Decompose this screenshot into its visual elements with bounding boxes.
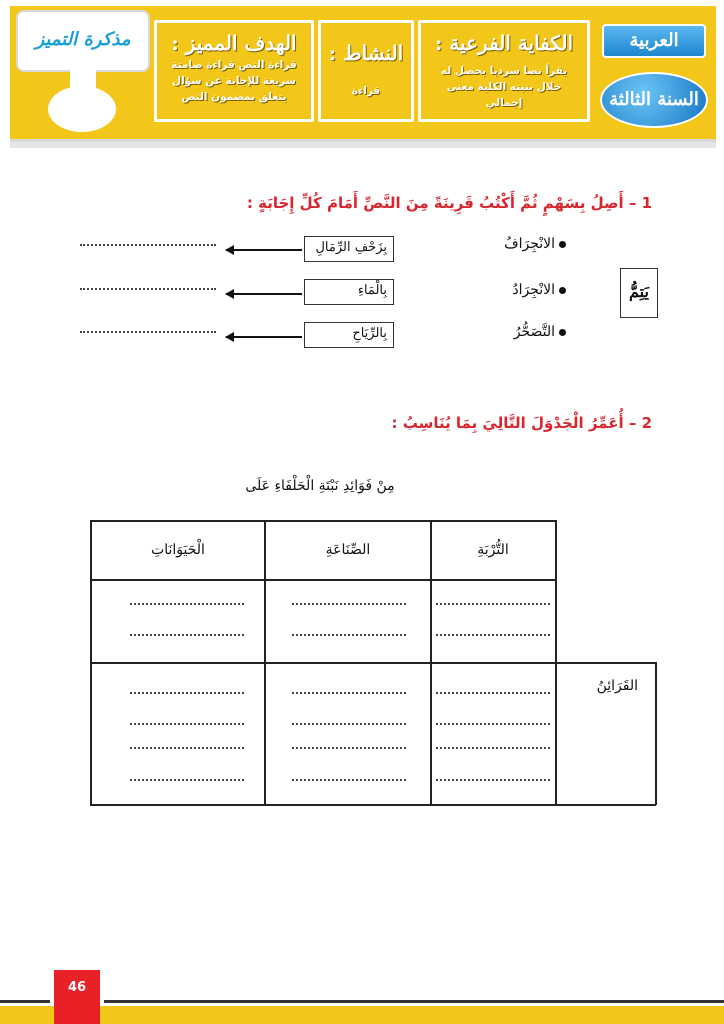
table-dotline[interactable] — [436, 692, 550, 694]
brand-logo-text: مذكرة التميز — [35, 29, 131, 50]
column-header-soil: التُّرْبَةِ — [477, 542, 509, 558]
table-dotline[interactable] — [292, 692, 406, 694]
page-number: 46 — [54, 970, 100, 1024]
footer-bar — [0, 1006, 724, 1024]
column-header-industry: الصِّنَاعَةِ — [325, 542, 371, 558]
table-dotline[interactable] — [130, 747, 244, 749]
answer-line-3[interactable] — [80, 331, 216, 333]
answer-box-1: بِزَحْفِ الرِّمَالِ — [304, 236, 394, 262]
arrow-icon — [226, 293, 302, 295]
arrow-icon — [226, 336, 302, 338]
answer-line-2[interactable] — [80, 288, 216, 290]
term-row-2 — [482, 282, 566, 298]
bullet-icon — [559, 329, 566, 336]
table-dotline[interactable] — [130, 634, 244, 636]
row-label-evidence: القَرَائِنُ — [596, 678, 638, 694]
table-border — [264, 520, 266, 805]
table-border — [90, 520, 92, 805]
table-dotline[interactable] — [130, 723, 244, 725]
answer-line-1[interactable] — [80, 244, 216, 246]
table-dotline[interactable] — [130, 603, 244, 605]
table-dotline[interactable] — [436, 723, 550, 725]
exercise2-title: 2 – أُعَمِّرُ الْجَدْوَلَ التَّالِيَ بِمَا يُنَاسِبُ : — [391, 414, 652, 432]
term-label: التَّصَحُّرُ — [513, 324, 555, 340]
table-border — [430, 520, 432, 805]
footer-rule-left — [0, 1000, 50, 1003]
goal-text: قراءة النص قراءة صامتة سريعة للإجابة عن سؤال يتعلق بمضمون النص — [171, 59, 297, 103]
competence-text: يقرأ نصا سرديا يحصل له خلال بنيته الكلية معنى إجمالي — [440, 65, 568, 109]
table-dotline[interactable] — [436, 747, 550, 749]
activity-title: النشاط : — [328, 41, 404, 65]
competence-box — [418, 20, 590, 122]
table-dotline[interactable] — [436, 779, 550, 781]
footer-rule-right — [104, 1000, 724, 1003]
column-header-animals: الْحَيَوَانَاتِ — [151, 542, 205, 558]
term-label: الانْجِرَادُ — [512, 282, 555, 298]
table-dotline[interactable] — [436, 603, 550, 605]
activity-box — [318, 20, 414, 122]
term-row-3 — [482, 324, 566, 340]
verb-box: يَتِمُّ — [620, 268, 658, 318]
table-caption: مِنْ فَوَائِدِ نَبْتَةِ الْحَلْفَاءِ عَلَى — [245, 478, 395, 494]
answer-box-2: بِالْمَاءِ — [304, 279, 394, 305]
exercise1-title: 1 – أَصِلُ بِسَهْمٍ ثُمَّ أَكْتُبُ قَرِينَةً مِنَ النَّصِّ أَمَامَ كُلِّ إِجَابَةٍ : — [246, 194, 652, 212]
brand-logo — [18, 12, 148, 70]
competence-title: الكفاية الفرعية : — [435, 31, 573, 55]
table-border — [655, 662, 657, 805]
grade-badge: السنة الثالثة — [600, 72, 708, 128]
bullet-icon — [559, 287, 566, 294]
table-border — [90, 520, 556, 522]
table-border — [90, 579, 556, 581]
table-dotline[interactable] — [292, 723, 406, 725]
table-dotline[interactable] — [292, 747, 406, 749]
answer-box-3: بِالرِّيَاحِ — [304, 322, 394, 348]
table-border — [90, 804, 656, 806]
goal-title: الهدف المميز : — [171, 31, 297, 55]
table-dotline[interactable] — [436, 634, 550, 636]
table-border — [90, 662, 656, 664]
table-dotline[interactable] — [130, 779, 244, 781]
subject-badge: العربية — [602, 24, 706, 58]
term-label: الانْجِرَافُ — [504, 236, 555, 252]
goal-box — [154, 20, 314, 122]
arrow-icon — [226, 249, 302, 251]
table-dotline[interactable] — [292, 603, 406, 605]
bullet-icon — [559, 241, 566, 248]
term-row-1 — [482, 236, 566, 252]
table-dotline[interactable] — [130, 692, 244, 694]
table-dotline[interactable] — [292, 634, 406, 636]
activity-value: قراءة — [351, 85, 381, 97]
table-dotline[interactable] — [292, 779, 406, 781]
logo-ball-decoration — [48, 86, 116, 132]
table-border — [555, 520, 557, 805]
header-shadow — [10, 142, 716, 148]
